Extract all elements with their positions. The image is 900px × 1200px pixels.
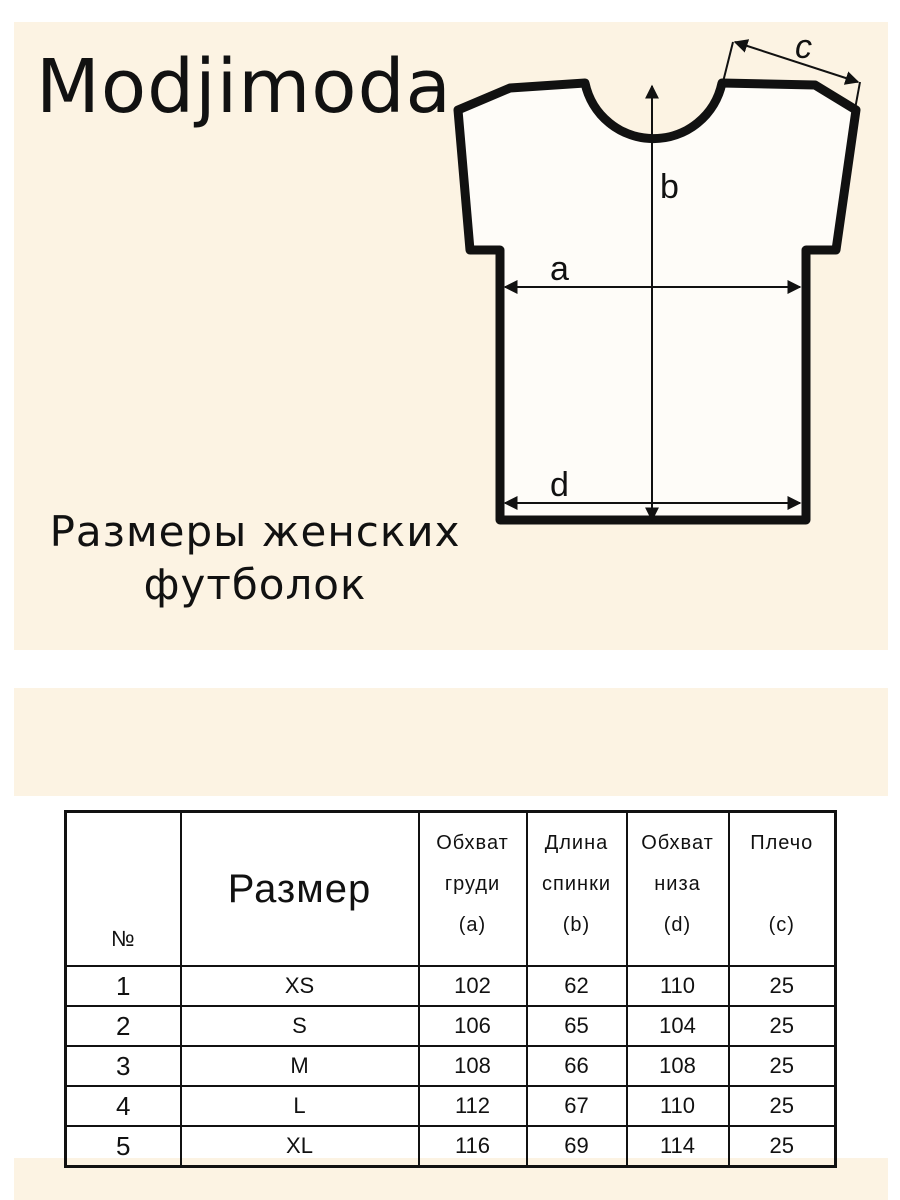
row-hem: 114	[627, 1126, 729, 1167]
header-back	[527, 812, 627, 967]
header-chest	[419, 812, 527, 967]
header-hem-line2: низа	[654, 873, 701, 895]
row-number: 1	[66, 966, 181, 1006]
table-row	[66, 1126, 836, 1167]
header-chest-line1: Обхват	[436, 832, 509, 854]
header-hem-line1: Обхват	[641, 832, 714, 854]
header-hem-code: (d)	[663, 914, 692, 936]
row-hem: 110	[627, 966, 729, 1006]
row-shoulder: 25	[729, 1046, 836, 1086]
row-back: 66	[527, 1046, 627, 1086]
row-shoulder: 25	[729, 1086, 836, 1126]
row-size: M	[181, 1046, 419, 1086]
header-shoulder	[729, 812, 836, 967]
table-row	[66, 1046, 836, 1086]
header-shoulder-line1: Плечо	[750, 832, 814, 854]
title-line-1: Размеры женских	[49, 507, 461, 556]
row-number: 2	[66, 1006, 181, 1046]
row-shoulder: 25	[729, 1126, 836, 1167]
header-number: №	[66, 812, 181, 967]
row-size: L	[181, 1086, 419, 1126]
table-row	[66, 1006, 836, 1046]
label-d: d	[550, 466, 569, 504]
row-size: XL	[181, 1126, 419, 1167]
row-shoulder: 25	[729, 966, 836, 1006]
header-back-code: (b)	[562, 914, 591, 936]
tshirt-outline	[458, 83, 856, 520]
size-table	[64, 810, 837, 1168]
row-number: 5	[66, 1126, 181, 1167]
header-chest-line2: груди	[444, 873, 501, 895]
row-hem: 104	[627, 1006, 729, 1046]
row-number: 3	[66, 1046, 181, 1086]
row-hem: 110	[627, 1086, 729, 1126]
header-back-line1: Длина	[544, 832, 609, 854]
table-header-row	[66, 812, 836, 967]
row-chest: 106	[419, 1006, 527, 1046]
brand-logo: Modjimoda	[36, 44, 452, 130]
row-back: 62	[527, 966, 627, 1006]
row-size: XS	[181, 966, 419, 1006]
row-back: 67	[527, 1086, 627, 1126]
row-chest: 108	[419, 1046, 527, 1086]
tshirt-diagram	[440, 30, 890, 530]
row-back: 69	[527, 1126, 627, 1167]
row-number: 4	[66, 1086, 181, 1126]
row-chest: 116	[419, 1126, 527, 1167]
title-line-2: футболок	[143, 560, 367, 609]
header-back-line2: спинки	[542, 873, 611, 895]
table-row	[66, 966, 836, 1006]
label-c: c	[795, 30, 812, 66]
header-size: Размер	[181, 812, 419, 967]
header-shoulder-code: (c)	[768, 914, 795, 936]
table-row	[66, 1086, 836, 1126]
spacer-panel	[14, 688, 888, 796]
row-chest: 112	[419, 1086, 527, 1126]
row-chest: 102	[419, 966, 527, 1006]
page-title	[0, 505, 510, 611]
row-size: S	[181, 1006, 419, 1046]
label-a: a	[550, 250, 569, 288]
row-hem: 108	[627, 1046, 729, 1086]
row-back: 65	[527, 1006, 627, 1046]
row-shoulder: 25	[729, 1006, 836, 1046]
header-hem	[627, 812, 729, 967]
label-b: b	[660, 168, 679, 206]
header-chest-code: (a)	[458, 914, 487, 936]
